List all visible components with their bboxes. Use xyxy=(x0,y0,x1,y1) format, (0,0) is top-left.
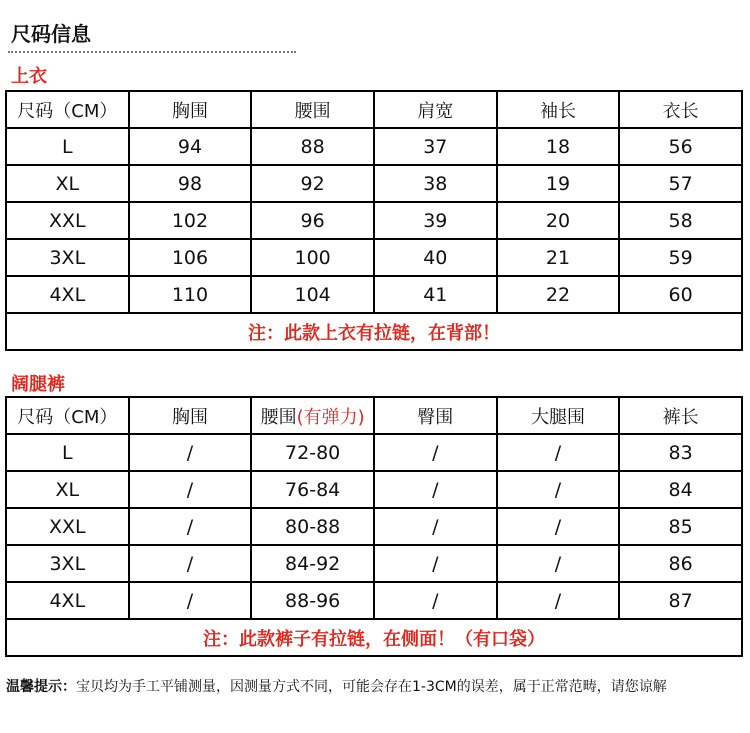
table-row xyxy=(6,545,742,582)
header-cell: 臀围 xyxy=(374,397,497,434)
table-cell: 85 xyxy=(619,508,742,545)
waist-header-label: 腰围 xyxy=(260,406,297,428)
header-cell: 肩宽 xyxy=(374,91,497,128)
size-cell: XXL xyxy=(6,508,129,545)
table-row xyxy=(6,128,742,165)
tops-section-label: 上衣 xyxy=(11,66,47,87)
table-cell: 80-88 xyxy=(251,508,374,545)
header-cell: 裤长 xyxy=(619,397,742,434)
page-title: 尺码信息 xyxy=(11,22,91,46)
table-cell: 110 xyxy=(129,276,252,313)
table-cell: 100 xyxy=(251,239,374,276)
tops-zipper-note: 注：此款上衣有拉链，在背部！ xyxy=(6,313,742,350)
table-cell: 60 xyxy=(619,276,742,313)
size-cell: XL xyxy=(6,165,129,202)
table-row xyxy=(6,471,742,508)
size-cell: L xyxy=(6,434,129,471)
table-row xyxy=(6,165,742,202)
table-cell: 39 xyxy=(374,202,497,239)
tip-label: 温馨提示： xyxy=(6,679,76,695)
size-cell: 4XL xyxy=(6,582,129,619)
size-cell: XXL xyxy=(6,202,129,239)
table-cell: 37 xyxy=(374,128,497,165)
table-row xyxy=(6,434,742,471)
table-cell: 20 xyxy=(497,202,620,239)
table-cell: 94 xyxy=(129,128,252,165)
care-tip xyxy=(6,676,746,696)
table-cell: 88-96 xyxy=(251,582,374,619)
header-cell: 尺码（CM） xyxy=(6,397,129,434)
dotted-divider xyxy=(8,51,296,53)
size-cell: L xyxy=(6,128,129,165)
table-cell: 21 xyxy=(497,239,620,276)
size-cell: 3XL xyxy=(6,239,129,276)
table-cell: 72-80 xyxy=(251,434,374,471)
table-cell: / xyxy=(129,582,252,619)
table-header-row xyxy=(6,397,742,434)
table-cell: 84 xyxy=(619,471,742,508)
table-cell: 22 xyxy=(497,276,620,313)
table-cell: / xyxy=(497,582,620,619)
header-cell: 衣长 xyxy=(619,91,742,128)
table-cell: 41 xyxy=(374,276,497,313)
size-cell: 4XL xyxy=(6,276,129,313)
table-cell: / xyxy=(497,545,620,582)
header-cell: 胸围 xyxy=(129,91,252,128)
table-cell: 106 xyxy=(129,239,252,276)
pants-section-label: 阔腿裤 xyxy=(11,374,65,395)
table-cell: / xyxy=(129,471,252,508)
table-row xyxy=(6,582,742,619)
header-cell: 袖长 xyxy=(497,91,620,128)
pants-size-table xyxy=(5,396,743,657)
note-row xyxy=(6,313,742,350)
table-cell: 57 xyxy=(619,165,742,202)
header-cell xyxy=(251,397,374,434)
table-cell: / xyxy=(497,471,620,508)
size-cell: XL xyxy=(6,471,129,508)
table-cell: 58 xyxy=(619,202,742,239)
table-cell: 38 xyxy=(374,165,497,202)
table-cell: / xyxy=(497,434,620,471)
header-cell: 腰围 xyxy=(251,91,374,128)
table-cell: / xyxy=(129,434,252,471)
table-cell: / xyxy=(497,508,620,545)
table-cell: / xyxy=(129,545,252,582)
table-row xyxy=(6,508,742,545)
table-cell: 104 xyxy=(251,276,374,313)
table-header-row xyxy=(6,91,742,128)
table-cell: 96 xyxy=(251,202,374,239)
table-cell: 98 xyxy=(129,165,252,202)
table-cell: 87 xyxy=(619,582,742,619)
table-cell: 19 xyxy=(497,165,620,202)
table-cell: 88 xyxy=(251,128,374,165)
pants-zipper-note: 注：此款裤子有拉链，在侧面！（有口袋） xyxy=(6,619,742,656)
size-cell: 3XL xyxy=(6,545,129,582)
header-cell: 大腿围 xyxy=(497,397,620,434)
table-row xyxy=(6,276,742,313)
header-cell: 尺码（CM） xyxy=(6,91,129,128)
table-cell: 102 xyxy=(129,202,252,239)
table-cell: / xyxy=(374,508,497,545)
table-cell: / xyxy=(374,434,497,471)
table-cell: 86 xyxy=(619,545,742,582)
table-cell: 76-84 xyxy=(251,471,374,508)
note-row xyxy=(6,619,742,656)
table-cell: / xyxy=(129,508,252,545)
table-cell: 18 xyxy=(497,128,620,165)
tip-text: 宝贝均为手工平铺测量，因测量方式不同，可能会存在1-3CM的误差，属于正常范畴，请您谅解 xyxy=(76,679,667,695)
tops-size-table xyxy=(5,90,743,351)
table-cell: 59 xyxy=(619,239,742,276)
table-cell: 56 xyxy=(619,128,742,165)
table-cell: / xyxy=(374,471,497,508)
header-cell: 胸围 xyxy=(129,397,252,434)
elastic-note: (有弹力) xyxy=(296,406,365,428)
table-cell: / xyxy=(374,582,497,619)
table-row xyxy=(6,239,742,276)
table-cell: / xyxy=(374,545,497,582)
table-cell: 84-92 xyxy=(251,545,374,582)
table-cell: 40 xyxy=(374,239,497,276)
table-cell: 92 xyxy=(251,165,374,202)
table-cell: 83 xyxy=(619,434,742,471)
table-row xyxy=(6,202,742,239)
